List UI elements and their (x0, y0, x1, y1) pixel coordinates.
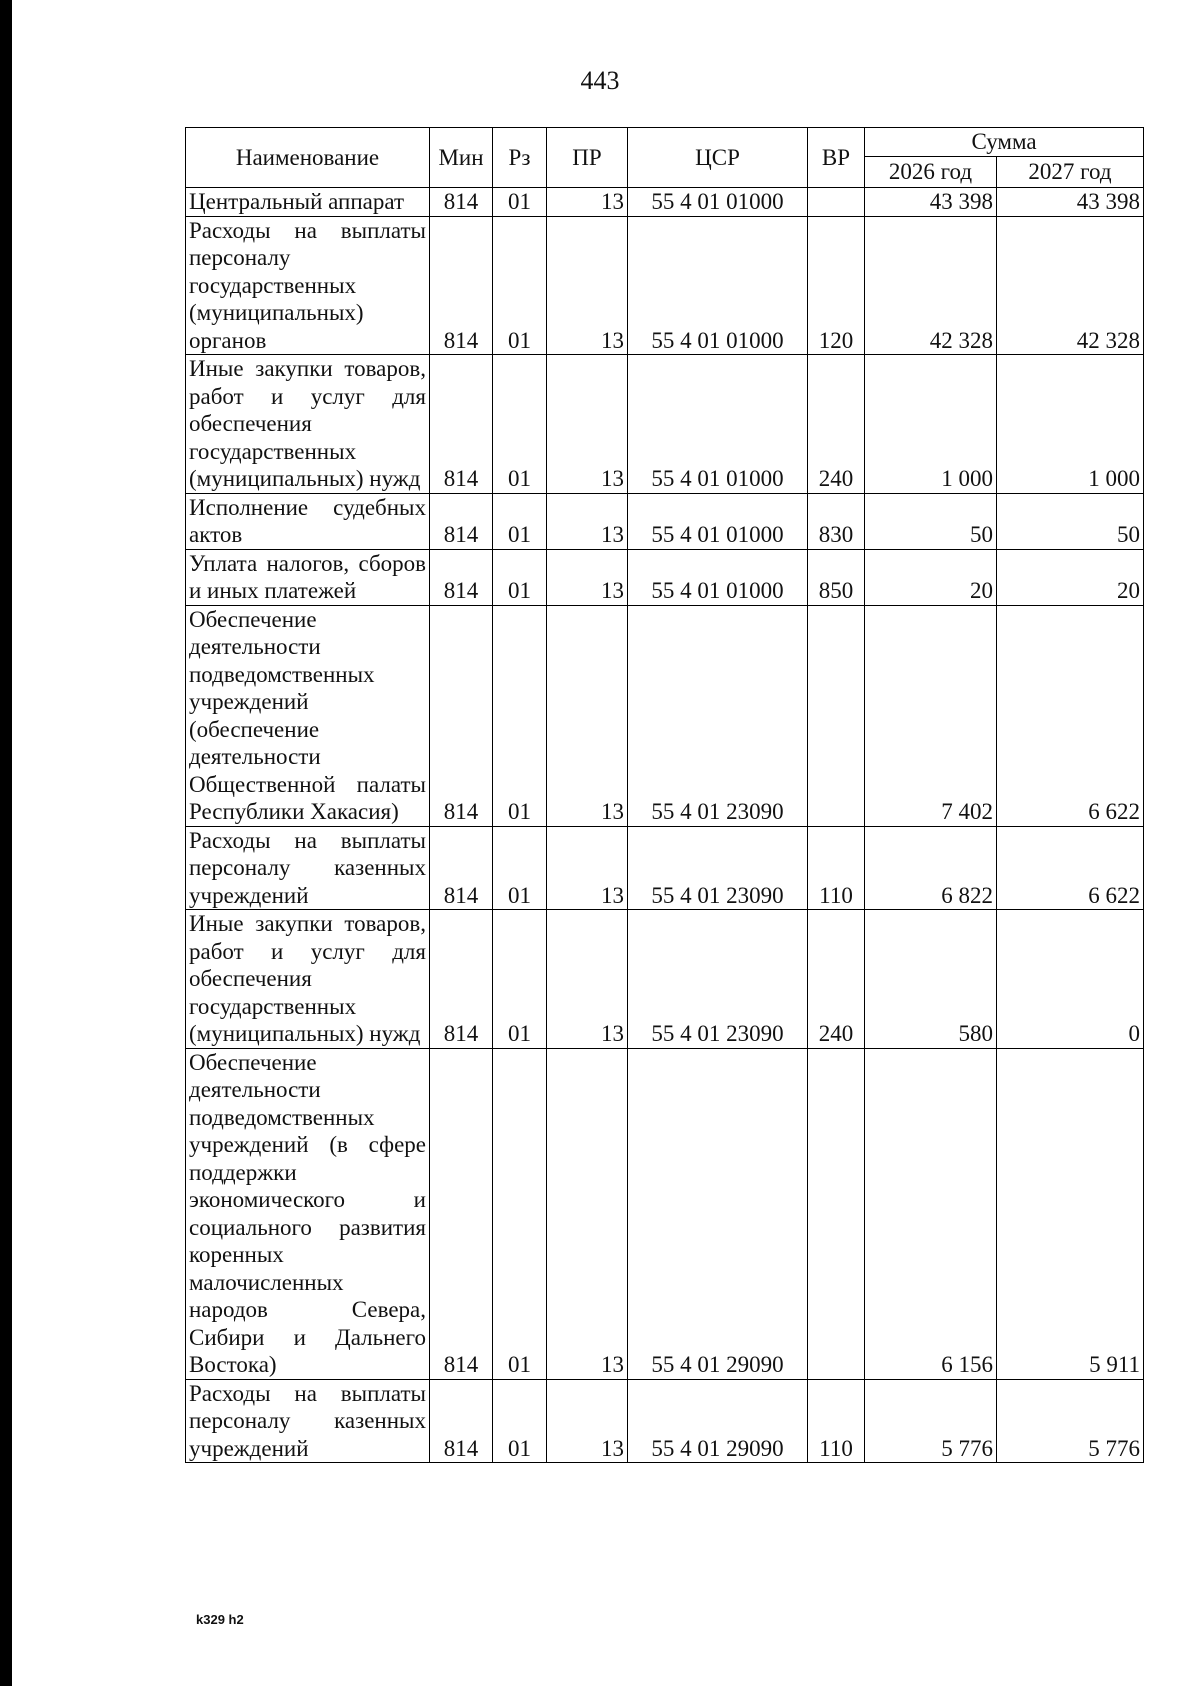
row-min: 814 (430, 826, 493, 910)
row-rz: 01 (493, 1379, 547, 1463)
row-name: Иные закупки товаров, работ и услуг для обеспечения государственных (муниципальных) нужд (186, 910, 430, 1049)
row-amount-2026: 20 (865, 549, 997, 605)
budget-table (185, 127, 1144, 1463)
header-rz: Рз (493, 128, 547, 188)
row-rz: 01 (493, 355, 547, 494)
row-name: Исполнение судебных актов (186, 493, 430, 549)
row-min: 814 (430, 216, 493, 355)
row-pr: 13 (547, 549, 628, 605)
row-csr: 55 4 01 01000 (628, 216, 808, 355)
row-name: Обеспечение деятельности подведомственных учреждений (в сфере поддержки экономического и социального развития коренных малочисленных народов Севера, Сибири и Дальнего Востока) (186, 1048, 430, 1379)
row-min: 814 (430, 910, 493, 1049)
row-pr: 13 (547, 188, 628, 217)
row-csr: 55 4 01 01000 (628, 549, 808, 605)
row-amount-2026: 6 822 (865, 826, 997, 910)
row-pr: 13 (547, 355, 628, 494)
row-min: 814 (430, 1048, 493, 1379)
row-pr: 13 (547, 910, 628, 1049)
row-csr: 55 4 01 01000 (628, 188, 808, 217)
row-rz: 01 (493, 1048, 547, 1379)
row-vr: 240 (808, 910, 865, 1049)
row-amount-2026: 7 402 (865, 605, 997, 826)
row-amount-2026: 5 776 (865, 1379, 997, 1463)
row-pr: 13 (547, 493, 628, 549)
row-vr: 830 (808, 493, 865, 549)
row-amount-2026: 1 000 (865, 355, 997, 494)
row-vr: 240 (808, 355, 865, 494)
row-amount-2027: 6 622 (997, 826, 1144, 910)
row-csr: 55 4 01 01000 (628, 355, 808, 494)
row-amount-2027: 5 776 (997, 1379, 1144, 1463)
row-amount-2027: 6 622 (997, 605, 1144, 826)
table-row (186, 549, 1144, 605)
row-name: Иные закупки товаров, работ и услуг для обеспечения государственных (муниципальных) нужд (186, 355, 430, 494)
row-vr: 110 (808, 826, 865, 910)
row-rz: 01 (493, 493, 547, 549)
header-year-2027: 2027 год (997, 157, 1144, 188)
row-csr: 55 4 01 29090 (628, 1379, 808, 1463)
row-amount-2027: 5 911 (997, 1048, 1144, 1379)
table-row (186, 826, 1144, 910)
row-amount-2027: 50 (997, 493, 1144, 549)
table-header (186, 128, 1144, 188)
row-vr: 120 (808, 216, 865, 355)
page-number: 443 (580, 66, 620, 95)
row-rz: 01 (493, 549, 547, 605)
table-row (186, 910, 1144, 1049)
row-min: 814 (430, 605, 493, 826)
row-amount-2027: 1 000 (997, 355, 1144, 494)
row-name: Расходы на выплаты персоналу государственных (муниципальных) органов (186, 216, 430, 355)
row-rz: 01 (493, 216, 547, 355)
row-name: Центральный аппарат (186, 188, 430, 217)
row-rz: 01 (493, 910, 547, 1049)
row-amount-2026: 580 (865, 910, 997, 1049)
row-vr (808, 605, 865, 826)
row-pr: 13 (547, 1379, 628, 1463)
scan-edge-bar (0, 0, 12, 1686)
row-vr (808, 188, 865, 217)
row-min: 814 (430, 1379, 493, 1463)
row-amount-2027: 43 398 (997, 188, 1144, 217)
row-name: Расходы на выплаты персоналу казенных учреждений (186, 1379, 430, 1463)
row-min: 814 (430, 549, 493, 605)
row-name: Уплата налогов, сборов и иных платежей (186, 549, 430, 605)
row-min: 814 (430, 188, 493, 217)
table-row (186, 355, 1144, 494)
row-amount-2026: 6 156 (865, 1048, 997, 1379)
row-amount-2027: 0 (997, 910, 1144, 1049)
row-name: Обеспечение деятельности подведомственных учреждений (обеспечение деятельности Общественной палаты Республики Хакасия) (186, 605, 430, 826)
header-sum: Сумма (865, 128, 1144, 157)
row-amount-2026: 50 (865, 493, 997, 549)
row-vr: 110 (808, 1379, 865, 1463)
row-csr: 55 4 01 23090 (628, 826, 808, 910)
row-csr: 55 4 01 23090 (628, 910, 808, 1049)
row-amount-2027: 42 328 (997, 216, 1144, 355)
footer-code: k329 h2 (196, 1612, 244, 1627)
row-amount-2026: 43 398 (865, 188, 997, 217)
table-row (186, 605, 1144, 826)
row-amount-2027: 20 (997, 549, 1144, 605)
header-pr: ПР (547, 128, 628, 188)
row-rz: 01 (493, 605, 547, 826)
row-min: 814 (430, 355, 493, 494)
header-min: Мин (430, 128, 493, 188)
row-name: Расходы на выплаты персоналу казенных учреждений (186, 826, 430, 910)
table-row (186, 493, 1144, 549)
table-row (186, 188, 1144, 217)
table-row (186, 1048, 1144, 1379)
row-pr: 13 (547, 826, 628, 910)
row-pr: 13 (547, 216, 628, 355)
row-rz: 01 (493, 826, 547, 910)
header-csr: ЦСР (628, 128, 808, 188)
row-min: 814 (430, 493, 493, 549)
row-amount-2026: 42 328 (865, 216, 997, 355)
header-name: Наименование (186, 128, 430, 188)
row-csr: 55 4 01 23090 (628, 605, 808, 826)
table-row (186, 216, 1144, 355)
header-vr: ВР (808, 128, 865, 188)
table-body (186, 188, 1144, 1463)
row-vr: 850 (808, 549, 865, 605)
row-pr: 13 (547, 605, 628, 826)
row-csr: 55 4 01 01000 (628, 493, 808, 549)
table-row (186, 1379, 1144, 1463)
row-rz: 01 (493, 188, 547, 217)
row-vr (808, 1048, 865, 1379)
row-pr: 13 (547, 1048, 628, 1379)
header-year-2026: 2026 год (865, 157, 997, 188)
row-csr: 55 4 01 29090 (628, 1048, 808, 1379)
